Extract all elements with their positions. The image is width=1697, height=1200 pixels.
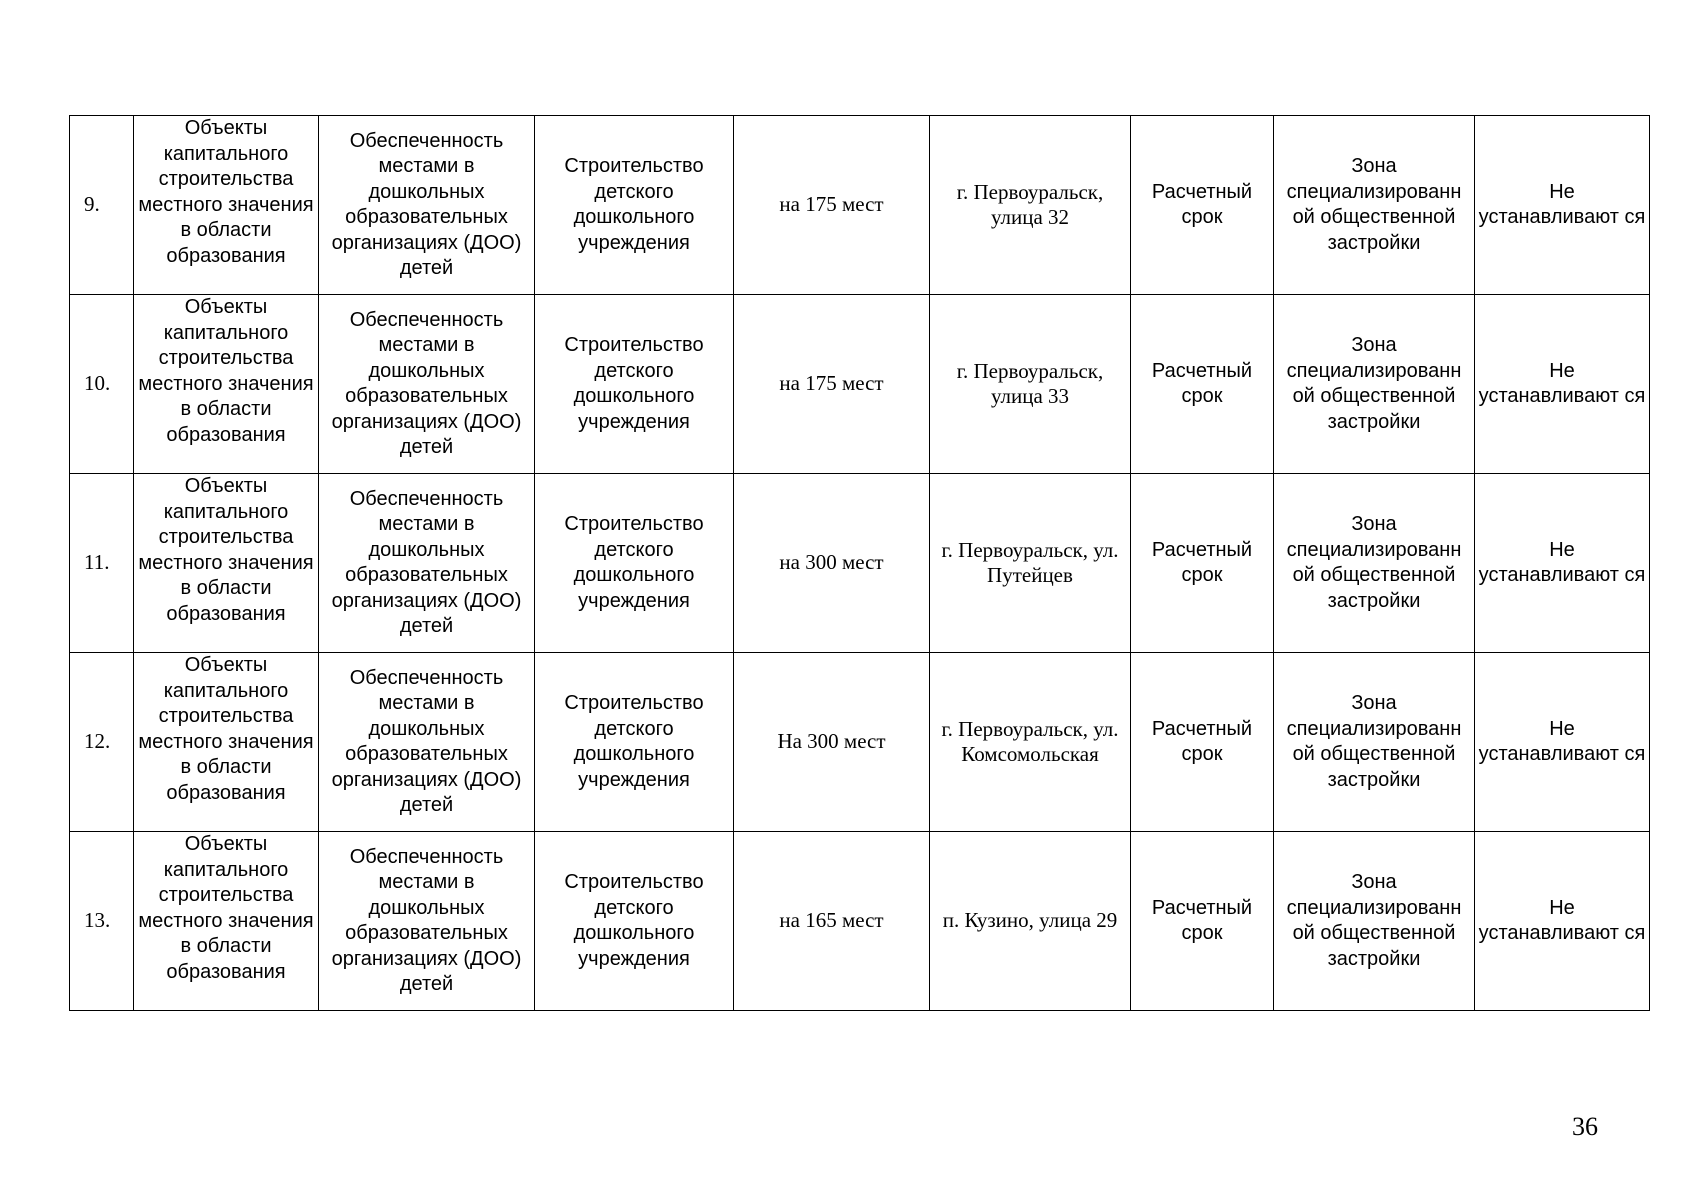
restrictions: Не устанавливают ся: [1475, 653, 1650, 832]
capacity: На 300 мест: [734, 653, 930, 832]
location: г. Первоуральск, улица 33: [930, 295, 1131, 474]
indicator: Обеспеченность местами в дошкольных образовательных организациях (ДОО) детей: [319, 653, 535, 832]
restrictions: Не устанавливают ся: [1475, 832, 1650, 1011]
object-purpose: Строительство детского дошкольного учреждения: [535, 116, 734, 295]
indicator: Обеспеченность местами в дошкольных образовательных организациях (ДОО) детей: [319, 295, 535, 474]
row-number: 10.: [70, 295, 134, 474]
object-category: Объекты капитального строительства местного значения в области образования: [134, 116, 319, 295]
implementation-period: Расчетный срок: [1131, 116, 1274, 295]
object-category: Объекты капитального строительства местного значения в области образования: [134, 295, 319, 474]
object-category: Объекты капитального строительства местного значения в области образования: [134, 474, 319, 653]
capacity: на 165 мест: [734, 832, 930, 1011]
table-row: [70, 295, 1650, 474]
implementation-period: Расчетный срок: [1131, 653, 1274, 832]
table-row: [70, 653, 1650, 832]
table-row: [70, 832, 1650, 1011]
indicator: Обеспеченность местами в дошкольных образовательных организациях (ДОО) детей: [319, 832, 535, 1011]
implementation-period: Расчетный срок: [1131, 474, 1274, 653]
capacity: на 175 мест: [734, 295, 930, 474]
implementation-period: Расчетный срок: [1131, 295, 1274, 474]
object-purpose: Строительство детского дошкольного учреждения: [535, 474, 734, 653]
functional-zone: Зона специализированн ой общественной застройки: [1274, 295, 1475, 474]
capacity: на 300 мест: [734, 474, 930, 653]
table-row: [70, 116, 1650, 295]
location: г. Первоуральск, ул. Путейцев: [930, 474, 1131, 653]
object-purpose: Строительство детского дошкольного учреждения: [535, 653, 734, 832]
page-number: 36: [1572, 1112, 1598, 1141]
functional-zone: Зона специализированн ой общественной застройки: [1274, 653, 1475, 832]
row-number: 12.: [70, 653, 134, 832]
row-number: 13.: [70, 832, 134, 1011]
object-category: Объекты капитального строительства местного значения в области образования: [134, 653, 319, 832]
objects-table: [69, 115, 1650, 1011]
capacity: на 175 мест: [734, 116, 930, 295]
row-number: 9.: [70, 116, 134, 295]
row-number: 11.: [70, 474, 134, 653]
indicator: Обеспеченность местами в дошкольных образовательных организациях (ДОО) детей: [319, 474, 535, 653]
restrictions: Не устанавливают ся: [1475, 295, 1650, 474]
object-purpose: Строительство детского дошкольного учреждения: [535, 295, 734, 474]
object-category: Объекты капитального строительства местного значения в области образования: [134, 832, 319, 1011]
functional-zone: Зона специализированн ой общественной застройки: [1274, 832, 1475, 1011]
restrictions: Не устанавливают ся: [1475, 474, 1650, 653]
location: п. Кузино, улица 29: [930, 832, 1131, 1011]
implementation-period: Расчетный срок: [1131, 832, 1274, 1011]
restrictions: Не устанавливают ся: [1475, 116, 1650, 295]
object-purpose: Строительство детского дошкольного учреждения: [535, 832, 734, 1011]
functional-zone: Зона специализированн ой общественной застройки: [1274, 474, 1475, 653]
location: г. Первоуральск, ул. Комсомольская: [930, 653, 1131, 832]
table-row: [70, 474, 1650, 653]
functional-zone: Зона специализированн ой общественной застройки: [1274, 116, 1475, 295]
indicator: Обеспеченность местами в дошкольных образовательных организациях (ДОО) детей: [319, 116, 535, 295]
location: г. Первоуральск, улица 32: [930, 116, 1131, 295]
